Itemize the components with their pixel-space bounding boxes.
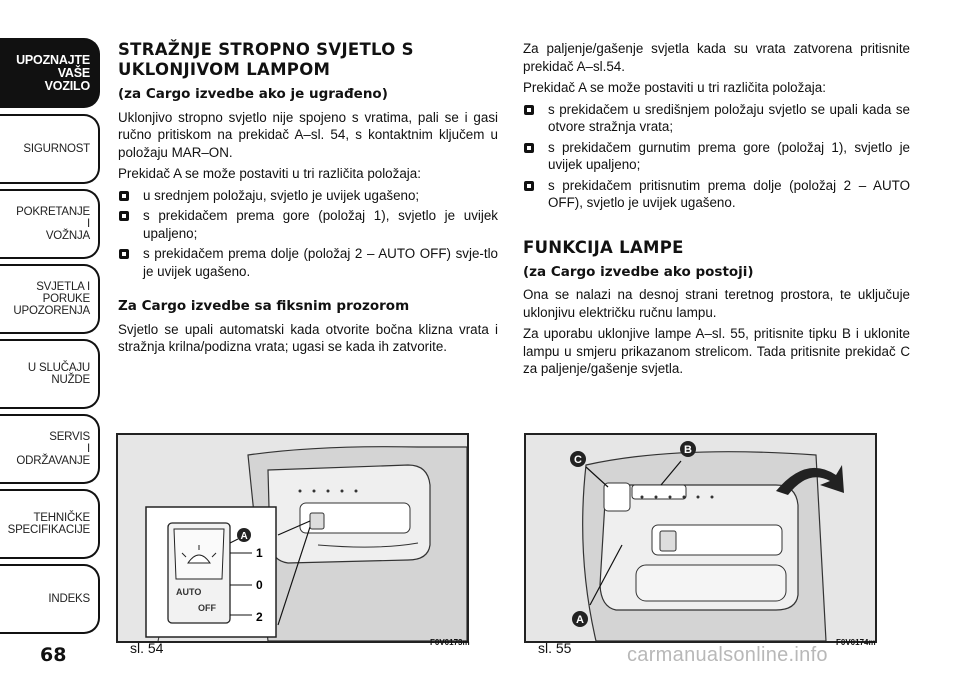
list-item: s prekidačem u središnjem položaju svjetlo se upali kada se otvore stražnja vrata;: [523, 101, 910, 136]
checkbox-bullet-icon: [119, 249, 129, 259]
position-label: 1: [256, 546, 263, 560]
checkbox-bullet-icon: [524, 143, 534, 153]
switch-off-label: OFF: [198, 603, 216, 613]
list-item: s prekidačem pritisnutim prema dolje (položaj 2 – AUTO OFF), svjetlo je uvijek ugašeno.: [523, 177, 910, 212]
tab-indeks[interactable]: INDEKS: [0, 564, 100, 634]
svg-text:C: C: [574, 454, 582, 466]
left-column: [118, 40, 498, 360]
figure-55-illustration: [524, 433, 877, 643]
svg-text:A: A: [576, 614, 584, 626]
figure-54-illustration: [116, 433, 469, 643]
list-item: s prekidačem prema gore (položaj 1), svjetlo je uvijek upaljeno;: [118, 207, 498, 242]
figure-54-caption: sl. 54: [130, 640, 164, 656]
paragraph: Prekidač A se može postaviti u tri različita položaja:: [523, 80, 826, 95]
figure-55-code: F0V0174m: [836, 638, 876, 647]
position-label: 0: [256, 578, 263, 592]
paragraph: Prekidač A se može postaviti u tri različita položaja:: [118, 166, 421, 181]
figure-54-code: F0V0173m: [430, 638, 470, 647]
tab-servis[interactable]: SERVIS I ODRŽAVANJE: [0, 414, 100, 484]
bullet-list: [118, 187, 498, 281]
checkbox-bullet-icon: [119, 191, 129, 201]
tab-specifikacije[interactable]: TEHNIČKE SPECIFIKACIJE: [0, 489, 100, 559]
paragraph: Svjetlo se upali automatski kada otvorite bočna klizna vrata i stražnja krilna/podizna vrata; ugasi se kada ih zatvorite.: [118, 321, 498, 354]
svg-text:A: A: [240, 531, 248, 542]
section-title: FUNKCIJA LAMPE: [523, 237, 684, 257]
position-label: 2: [256, 610, 263, 624]
section-subtitle: (za Cargo izvedbe ako je ugrađeno): [118, 86, 388, 102]
watermark: carmanualsonline.info: [627, 644, 828, 666]
tab-sigurnost[interactable]: SIGURNOST: [0, 114, 100, 184]
paragraph: Za paljenje/gašenje svjetla kada su vrata zatvorena pritisnite prekidač A–sl.54.: [523, 41, 910, 74]
figure-55-caption: sl. 55: [538, 640, 572, 656]
checkbox-bullet-icon: [524, 105, 534, 115]
section-title: STRAŽNJE STROPNO SVJETLO S UKLONJIVOM LAMPOM: [118, 40, 414, 79]
svg-text:B: B: [684, 444, 692, 456]
tab-svjetla[interactable]: SVJETLA I PORUKE UPOZORENJA: [0, 264, 100, 334]
checkbox-bullet-icon: [524, 181, 534, 191]
list-item: u srednjem položaju, svjetlo je uvijek ugašeno;: [118, 187, 498, 205]
tab-pokretanje[interactable]: POKRETANJE I VOŽNJA: [0, 189, 100, 259]
tab-nuzde[interactable]: U SLUČAJU NUŽDE: [0, 339, 100, 409]
checkbox-bullet-icon: [119, 211, 129, 221]
paragraph: Uklonjivo stropno svjetlo nije spojeno s vratima, pali se i gasi ručno pritiskom na prekidač A–sl. 54, s kontaktnim ključem u položaju MAR–ON.: [118, 109, 498, 160]
paragraph: Ona se nalazi na desnoj strani teretnog prostora, te uključuje uklonjivu električku ručnu lampu.: [523, 287, 910, 320]
page-number: 68: [40, 644, 67, 666]
bullet-list: [523, 101, 910, 212]
removable-lamp-drawing: [526, 435, 875, 641]
section-subheading: Za Cargo izvedbe sa fiksnim prozorom: [118, 298, 410, 314]
ceiling-light-switch-drawing: [118, 435, 467, 641]
right-column: [523, 40, 910, 382]
section-subtitle: (za Cargo izvedbe ako postoji): [523, 263, 754, 280]
list-item: s prekidačem gurnutim prema gore (položaj 1), svjetlo je uvijek upaljeno;: [523, 139, 910, 174]
tab-upoznajte[interactable]: UPOZNAJTE VAŠE VOZILO: [0, 38, 100, 108]
paragraph: Za uporabu uklonjive lampe A–sl. 55, pritisnite tipku B i uklonite lampu u smjeru prikazanom strelicom. Tada pritisnite prekidač C za paljenje/gašenje svjetla.: [523, 326, 910, 376]
list-item: s prekidačem prema dolje (položaj 2 – AUTO OFF) svje-tlo je uvijek ugašeno.: [118, 245, 498, 280]
switch-auto-label: AUTO: [176, 587, 202, 597]
